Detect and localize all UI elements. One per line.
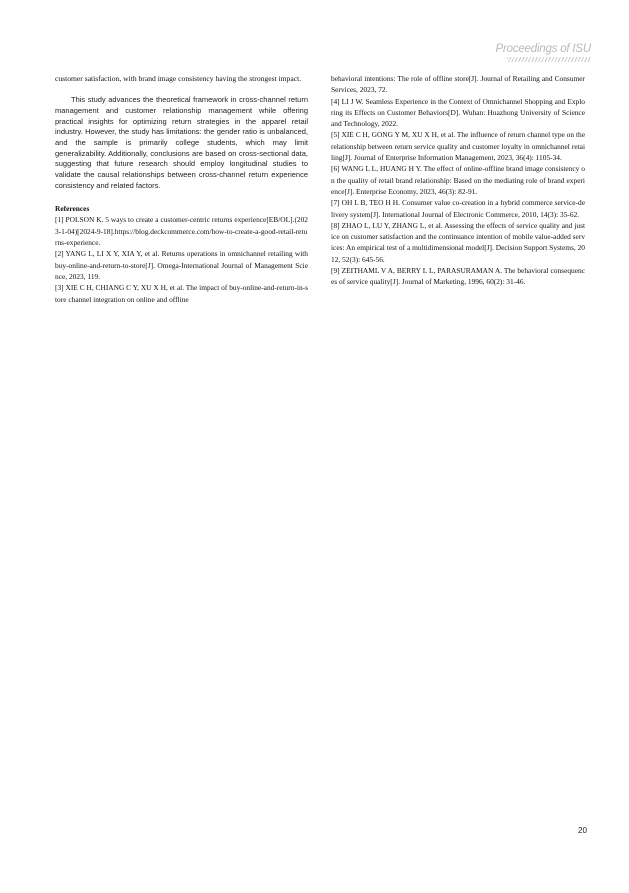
reference-item: [9] ZEITHAML V A, BERRY L L, PARASURAMAN A. The behavioral consequences of service quality[J]. Journal of Marketing, 1996, 60(2): 31-46.: [331, 266, 585, 287]
reference-item: [5] XIE C H, GONG Y M, XU X H, et al. The influence of return channel type on the relationship between return service quality and customer loyalty in omnichannel retailing[J]. Journal of Enterprise Information Management, 2023, 36(4): 1105-34.: [331, 130, 585, 163]
conclusion-paragraph: This study advances the theoretical framework in cross-channel return management and customer relationship management while offering practical insights for optimizing return strategies in the apparel retail industry. However, the study has limitations: the gender ratio is unbalanced, and the sample is primarily college students, which may limit generalizability. Additionally, conclusions are based on cross-sectional data, suggesting that future research should employ longitudinal studies to validate the causal relationships between cross-channel return experience consistency and related factors.: [55, 95, 308, 190]
reference-item: [6] WANG L L, HUANG H Y. The effect of online-offline brand image consistency on the quality of retail brand relationship: Based on the mediating role of brand experience[J]. Enterprise Economy, 2023, 46(3): 82-91.: [331, 164, 585, 196]
page-number: 20: [578, 826, 587, 835]
reference-continuation: behavioral intentions: The role of offline store[J]. Journal of Retailing and Consumer Services, 2023, 72.: [331, 74, 585, 95]
journal-header: [496, 43, 591, 62]
reference-item: [3] XIE C H, CHIANG C Y, XU X H, et al. The impact of buy-online-and-return-in-store channel integration on online and offline: [55, 283, 308, 304]
left-column: [55, 73, 308, 305]
references-heading: References: [55, 204, 90, 214]
reference-item: [1] POLSON K. 5 ways to create a customer-centric returns experience[EB/OL].(2023-1-04)[2024-9-18].https://blog.deckcommerce.com/how-to-create-a-good-retail-returns-experience.: [55, 215, 308, 248]
reference-item: [7] OH L B, TEO H H. Consumer value co-creation in a hybrid commerce service-delivery system[J]. International Journal of Electronic Commerce, 2010, 14(3): 35-62.: [331, 198, 585, 219]
header-hatch-decoration: [507, 57, 591, 62]
reference-item: [8] ZHAO L, LU Y, ZHANG L, et al. Assessing the effects of service quality and justice on customer satisfaction and the continuance intention of mobile value-added services: An empirical test of a multidimensional model[J]. Decision Support Systems, 2012, 52(3): 645-56.: [331, 220, 585, 264]
reference-item: [4] LI J W. Seamless Experience in the Context of Omnichannel Shopping and Exploring its Effects on Customer Behaviors[D]. Wuhan: Huazhong University of Science and Technology, 2022.: [331, 96, 585, 129]
reference-item: [2] YANG L, LI X Y, XIA Y, et al. Returns operations in omnichannel retailing with buy-online-and-return-to-store[J]. Omega-International Journal of Management Science, 2023, 119.: [55, 249, 308, 281]
intro-text: customer satisfaction, with brand image consistency having the strongest impact.: [55, 74, 302, 83]
journal-brand: Proceedings of ISU: [495, 43, 591, 55]
right-column: [331, 73, 585, 288]
